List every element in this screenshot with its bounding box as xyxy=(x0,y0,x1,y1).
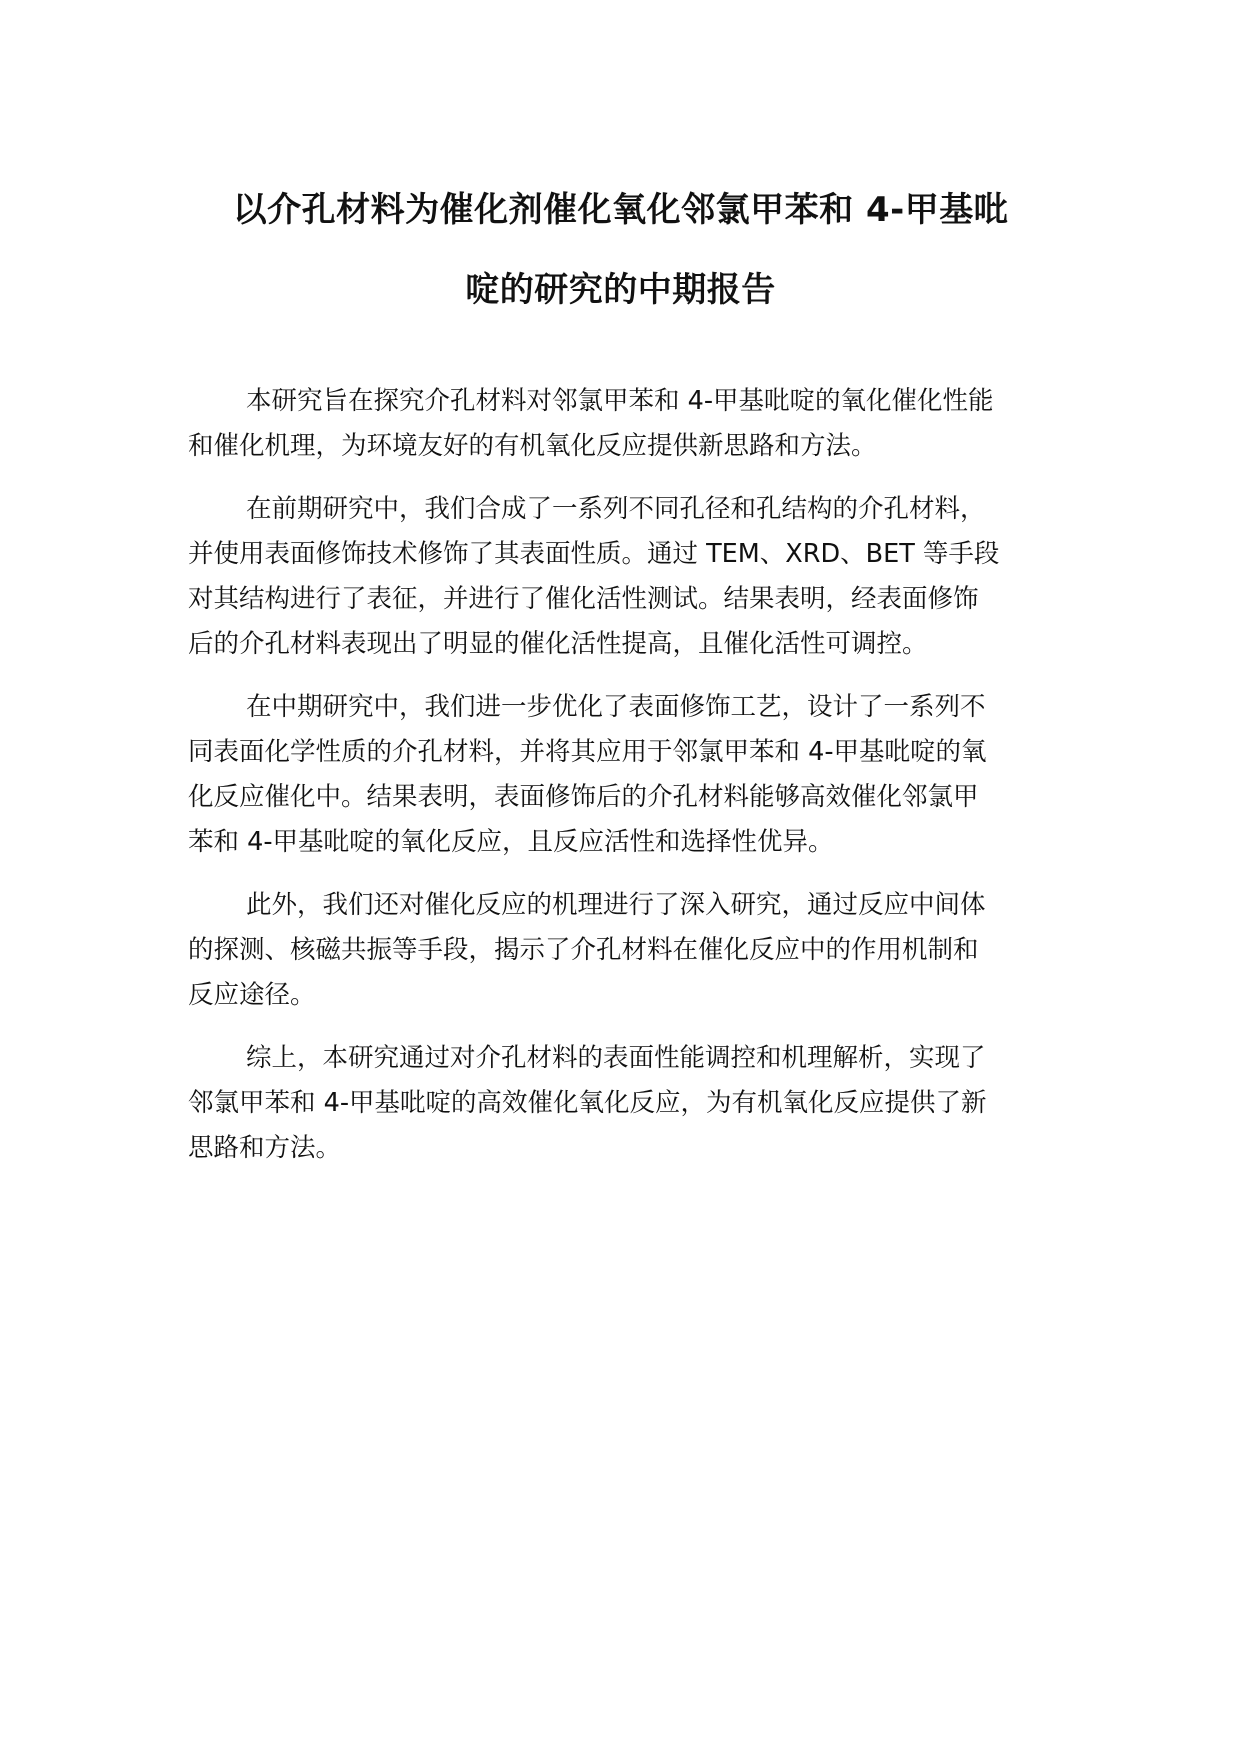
paragraph-line: 和催化机理，为环境友好的有机氧化反应提供新思路和方法。 xyxy=(188,431,877,461)
paragraph-line: 在前期研究中，我们合成了一系列不同孔径和孔结构的介孔材料， xyxy=(246,494,986,524)
title-line: 啶的研究的中期报告 xyxy=(465,270,776,310)
paragraph-line: 的探测、核磁共振等手段，揭示了介孔材料在催化反应中的作用机制和 xyxy=(188,935,979,965)
paragraph-line: 并使用表面修饰技术修饰了其表面性质。通过 TEM、XRD、BET 等手段 xyxy=(188,539,1000,569)
paragraph-line: 苯和 4-甲基吡啶的氧化反应，且反应活性和选择性优异。 xyxy=(188,827,834,857)
paragraph-early-stage xyxy=(188,487,1038,667)
paragraph-line: 本研究旨在探究介孔材料对邻氯甲苯和 4-甲基吡啶的氧化催化性能 xyxy=(246,386,994,416)
paragraph-line: 此外，我们还对催化反应的机理进行了深入研究，通过反应中间体 xyxy=(246,890,986,920)
paragraph-line: 反应途径。 xyxy=(188,980,316,1010)
paragraph-mechanism xyxy=(188,883,1038,1018)
paragraph-line: 同表面化学性质的介孔材料，并将其应用于邻氯甲苯和 4-甲基吡啶的氧 xyxy=(188,737,987,767)
document-body xyxy=(188,379,1038,1189)
paragraph-line: 在中期研究中，我们进一步优化了表面修饰工艺，设计了一系列不 xyxy=(246,692,986,722)
paragraph-line: 邻氯甲苯和 4-甲基吡啶的高效催化氧化反应，为有机氧化反应提供了新 xyxy=(188,1088,987,1118)
title-line: 以介孔材料为催化剂催化氧化邻氯甲苯和 4-甲基吡 xyxy=(232,190,1009,230)
paragraph-line: 思路和方法。 xyxy=(188,1133,342,1163)
paragraph-line: 后的介孔材料表现出了明显的催化活性提高，且催化活性可调控。 xyxy=(188,629,928,659)
document-title xyxy=(188,170,1053,330)
paragraph-line: 综上，本研究通过对介孔材料的表面性能调控和机理解析，实现了 xyxy=(246,1043,986,1073)
paragraph-research-aim xyxy=(188,379,1038,469)
paragraph-summary xyxy=(188,1036,1038,1171)
paragraph-line: 化反应催化中。结果表明，表面修饰后的介孔材料能够高效催化邻氯甲 xyxy=(188,782,979,812)
paragraph-mid-stage xyxy=(188,685,1038,865)
paragraph-line: 对其结构进行了表征，并进行了催化活性测试。结果表明，经表面修饰 xyxy=(188,584,979,614)
